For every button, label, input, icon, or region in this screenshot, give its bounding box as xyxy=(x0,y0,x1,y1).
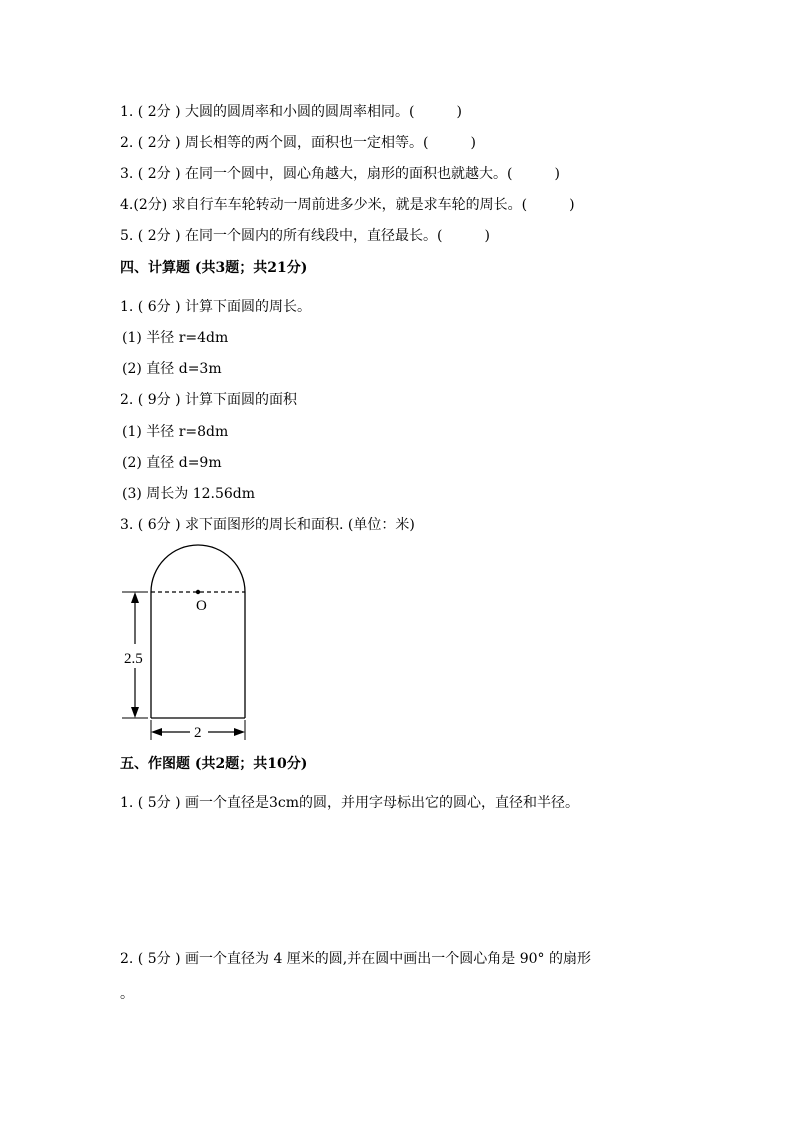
section-heading-drawing: 五、作图题 (共2题；共10分) xyxy=(120,756,308,772)
question-item: 3. ( 6分 ) 求下面图形的周长和面积. (单位：米) xyxy=(120,517,415,533)
sub-question: (2) 直径 d=3m xyxy=(122,361,222,377)
center-point xyxy=(196,590,200,594)
semicircle-arc xyxy=(151,545,245,592)
question-item: 2. ( 2分 ) 周长相等的两个圆，面积也一定相等。( ) xyxy=(120,135,476,151)
question-item: 4.(2分) 求自行车车轮转动一周前进多少米，就是求车轮的周长。( ) xyxy=(120,197,575,213)
center-label: O xyxy=(196,598,207,614)
sub-question: (2) 直径 d=9m xyxy=(122,455,222,471)
sub-question: (3) 周长为 12.56dm xyxy=(122,486,256,502)
arrow-up-icon xyxy=(131,592,139,603)
question-item-continuation: 。 xyxy=(120,986,134,1002)
sub-question: (1) 半径 r=8dm xyxy=(122,424,229,440)
semicircle-rectangle-figure xyxy=(118,540,258,750)
question-item: 2. ( 9分 ) 计算下面圆的面积 xyxy=(120,392,297,408)
arrow-down-icon xyxy=(131,707,139,718)
question-item: 3. ( 2分 ) 在同一个圆中，圆心角越大，扇形的面积也就越大。( ) xyxy=(120,166,560,182)
question-item: 1. ( 2分 ) 大圆的圆周率和小圆的圆周率相同。( ) xyxy=(120,104,462,120)
question-item: 2. ( 5分 ) 画一个直径为 4 厘米的圆,并在圆中画出一个圆心角是 90° 的扇形 xyxy=(120,951,591,967)
arrow-right-icon xyxy=(234,728,245,736)
question-item: 1. ( 5分 ) 画一个直径是3cm的圆，并用字母标出它的圆心，直径和半径。 xyxy=(120,795,580,811)
section-heading-calculation: 四、计算题 (共3题；共21分) xyxy=(120,260,308,276)
question-item: 5. ( 2分 ) 在同一个圆内的所有线段中，直径最长。( ) xyxy=(120,228,490,244)
width-label: 2 xyxy=(194,725,202,741)
height-label: 2.5 xyxy=(124,651,143,667)
question-item: 1. ( 6分 ) 计算下面圆的周长。 xyxy=(120,299,311,315)
sub-question: (1) 半径 r=4dm xyxy=(122,330,229,346)
arrow-left-icon xyxy=(151,728,162,736)
